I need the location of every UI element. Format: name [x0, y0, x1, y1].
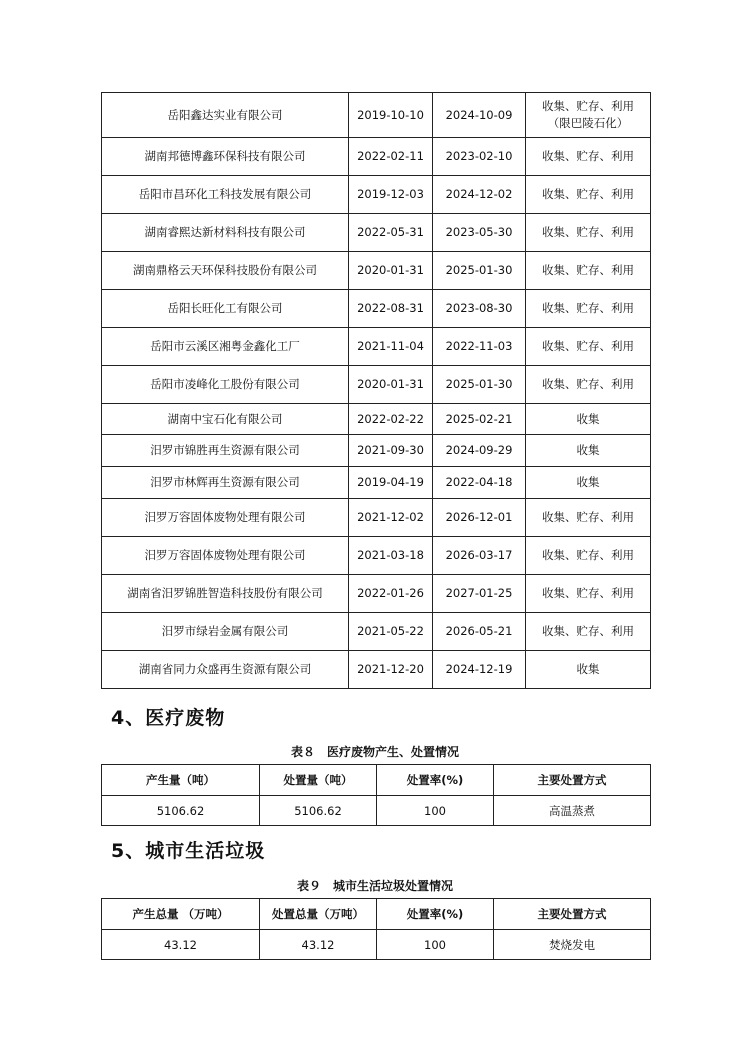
- company-cell: 岳阳市昌环化工科技发展有限公司: [102, 176, 349, 214]
- license-scope: 收集: [526, 467, 651, 499]
- license-scope: 收集、贮存、利用 （限巴陵石化）: [526, 93, 651, 138]
- disposal-value: 5106.62: [260, 796, 377, 826]
- column-header-disposal: 处置量（吨）: [260, 765, 377, 796]
- medical-waste-table: [101, 764, 651, 826]
- license-scope: 收集、贮存、利用: [526, 499, 651, 537]
- company-cell: 湖南鼎格云天环保科技股份有限公司: [102, 252, 349, 290]
- company-cell: 岳阳鑫达实业有限公司: [102, 93, 349, 138]
- table-row: [102, 290, 651, 328]
- table-row: [102, 467, 651, 499]
- table-row: [102, 575, 651, 613]
- company-cell: 汨罗万容固体废物处理有限公司: [102, 537, 349, 575]
- license-scope: 收集: [526, 404, 651, 435]
- column-header-disposal-rate: 处置率(%): [377, 899, 494, 930]
- total-disposal-value: 43.12: [260, 930, 377, 960]
- license-start-date: 2022-01-26: [349, 575, 433, 613]
- license-start-date: 2019-12-03: [349, 176, 433, 214]
- disposal-rate-value: 100: [377, 930, 494, 960]
- table-row: [102, 138, 651, 176]
- hazardous-waste-license-table: [101, 92, 651, 689]
- license-start-date: 2022-02-11: [349, 138, 433, 176]
- generation-value: 5106.62: [102, 796, 260, 826]
- company-cell: 岳阳长旺化工有限公司: [102, 290, 349, 328]
- license-end-date: 2027-01-25: [433, 575, 526, 613]
- license-scope: 收集、贮存、利用: [526, 575, 651, 613]
- license-scope: 收集、贮存、利用: [526, 328, 651, 366]
- column-header-total-generation: 产生总量 （万吨）: [102, 899, 260, 930]
- license-start-date: 2021-03-18: [349, 537, 433, 575]
- company-cell: 汨罗万容固体废物处理有限公司: [102, 499, 349, 537]
- license-end-date: 2026-03-17: [433, 537, 526, 575]
- license-scope: 收集、贮存、利用: [526, 252, 651, 290]
- table-row: [102, 328, 651, 366]
- license-end-date: 2024-12-02: [433, 176, 526, 214]
- license-end-date: 2026-05-21: [433, 613, 526, 651]
- table-header-row: [102, 765, 651, 796]
- total-generation-value: 43.12: [102, 930, 260, 960]
- table-row: [102, 499, 651, 537]
- table-row: [102, 93, 651, 138]
- table-row: [102, 613, 651, 651]
- license-end-date: 2023-05-30: [433, 214, 526, 252]
- license-scope: 收集: [526, 651, 651, 689]
- company-cell: 汨罗市锦胜再生资源有限公司: [102, 435, 349, 467]
- column-header-method: 主要处置方式: [494, 765, 651, 796]
- company-cell: 湖南省汨罗锦胜智造科技股份有限公司: [102, 575, 349, 613]
- license-start-date: 2021-12-02: [349, 499, 433, 537]
- license-start-date: 2022-02-22: [349, 404, 433, 435]
- license-end-date: 2025-01-30: [433, 252, 526, 290]
- method-value: 焚烧发电: [494, 930, 651, 960]
- column-header-method: 主要处置方式: [494, 899, 651, 930]
- table-row: [102, 435, 651, 467]
- column-header-total-disposal: 处置总量（万吨）: [260, 899, 377, 930]
- license-table-body: [102, 93, 651, 689]
- license-scope: 收集、贮存、利用: [526, 290, 651, 328]
- license-end-date: 2025-02-21: [433, 404, 526, 435]
- table-row: [102, 651, 651, 689]
- license-start-date: 2021-12-20: [349, 651, 433, 689]
- company-cell: 湖南睿熙达新材料科技有限公司: [102, 214, 349, 252]
- license-scope: 收集、贮存、利用: [526, 176, 651, 214]
- license-start-date: 2021-09-30: [349, 435, 433, 467]
- license-end-date: 2023-08-30: [433, 290, 526, 328]
- license-end-date: 2024-09-29: [433, 435, 526, 467]
- table-header-row: [102, 899, 651, 930]
- license-scope: 收集、贮存、利用: [526, 214, 651, 252]
- license-end-date: 2023-02-10: [433, 138, 526, 176]
- table8-caption: 表８ 医疗废物产生、处置情况: [290, 745, 459, 759]
- license-start-date: 2019-10-10: [349, 93, 433, 138]
- column-header-disposal-rate: 处置率(%): [377, 765, 494, 796]
- license-scope: 收集、贮存、利用: [526, 366, 651, 404]
- table-row: [102, 366, 651, 404]
- table-row: [102, 404, 651, 435]
- table9-caption: 表９ 城市生活垃圾处置情况: [296, 879, 453, 893]
- license-end-date: 2024-10-09: [433, 93, 526, 138]
- license-start-date: 2021-11-04: [349, 328, 433, 366]
- table-row: [102, 252, 651, 290]
- section-heading-municipal-waste: 5、城市生活垃圾: [111, 840, 266, 862]
- table-row: [102, 214, 651, 252]
- company-cell: 湖南中宝石化有限公司: [102, 404, 349, 435]
- license-start-date: 2021-05-22: [349, 613, 433, 651]
- company-cell: 湖南省同力众盛再生资源有限公司: [102, 651, 349, 689]
- license-start-date: 2022-05-31: [349, 214, 433, 252]
- section-heading-medical-waste: 4、医疗废物: [111, 707, 226, 729]
- license-end-date: 2026-12-01: [433, 499, 526, 537]
- license-scope: 收集: [526, 435, 651, 467]
- company-cell: 汨罗市林辉再生资源有限公司: [102, 467, 349, 499]
- column-header-generation: 产生量（吨）: [102, 765, 260, 796]
- disposal-rate-value: 100: [377, 796, 494, 826]
- table-row: [102, 930, 651, 960]
- table-row: [102, 796, 651, 826]
- table-row: [102, 176, 651, 214]
- license-scope: 收集、贮存、利用: [526, 537, 651, 575]
- license-start-date: 2022-08-31: [349, 290, 433, 328]
- municipal-waste-table: [101, 898, 651, 960]
- table-row: [102, 537, 651, 575]
- license-start-date: 2019-04-19: [349, 467, 433, 499]
- license-end-date: 2025-01-30: [433, 366, 526, 404]
- method-value: 高温蒸煮: [494, 796, 651, 826]
- license-scope: 收集、贮存、利用: [526, 138, 651, 176]
- license-start-date: 2020-01-31: [349, 252, 433, 290]
- license-start-date: 2020-01-31: [349, 366, 433, 404]
- company-cell: 岳阳市云溪区湘粤金鑫化工厂: [102, 328, 349, 366]
- company-cell: 汨罗市绿岩金属有限公司: [102, 613, 349, 651]
- company-cell: 湖南邦德博鑫环保科技有限公司: [102, 138, 349, 176]
- license-end-date: 2024-12-19: [433, 651, 526, 689]
- license-end-date: 2022-11-03: [433, 328, 526, 366]
- company-cell: 岳阳市凌峰化工股份有限公司: [102, 366, 349, 404]
- license-scope: 收集、贮存、利用: [526, 613, 651, 651]
- license-end-date: 2022-04-18: [433, 467, 526, 499]
